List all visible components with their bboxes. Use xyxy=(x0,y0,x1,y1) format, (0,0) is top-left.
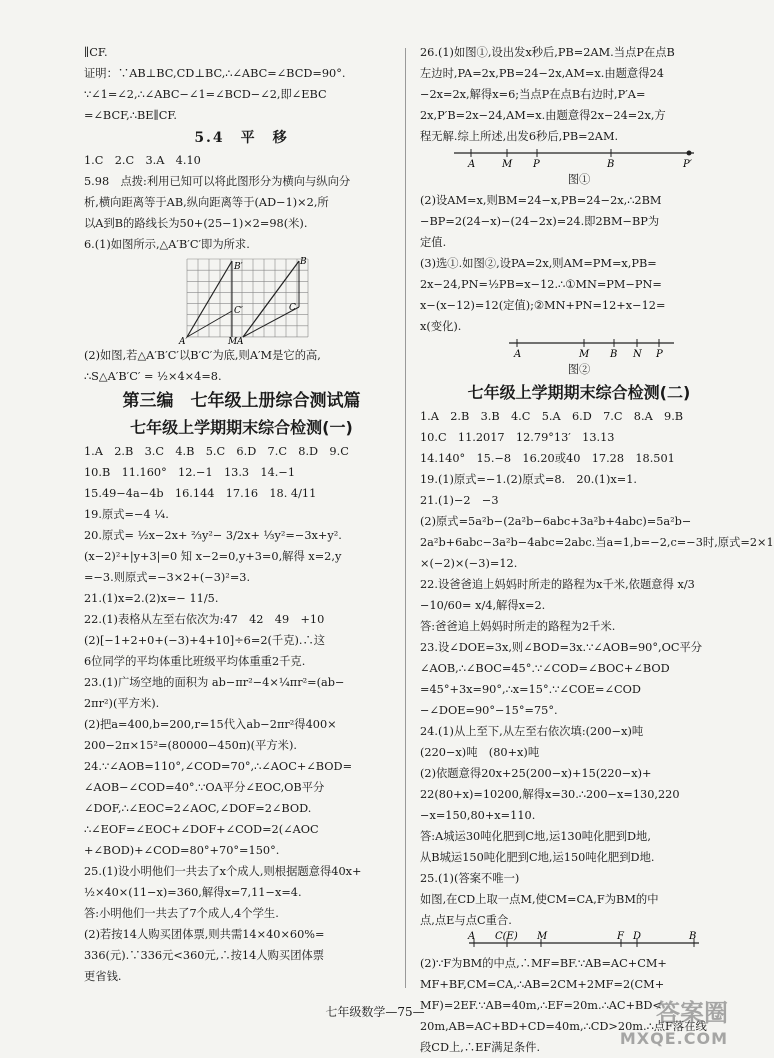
text-line: (2)[−1+2+0+(−3)+4+10]÷6=2(千克).∴这 xyxy=(84,634,326,647)
text-line: −x=150,80+x=110. xyxy=(420,809,536,822)
text-line: 24.∵∠AOB=110°,∠COD=70°,∴∠AOC+∠BOD= xyxy=(84,760,353,773)
number-line-figure-3 xyxy=(449,931,709,953)
line-label: M xyxy=(579,349,590,360)
text-line: 定值. xyxy=(420,236,447,249)
text-line: (3)选①.如图②,设PA=2x,则AM=PM=x,PB= xyxy=(420,257,657,270)
text-line: =∠BCF,∴BE∥CF. xyxy=(84,109,178,122)
watermark-logo: 答案圈 MXQE.COM xyxy=(619,999,728,1048)
text-line: ∴∠EOF=∠EOC+∠DOF+∠COD=2(∠AOC xyxy=(84,823,319,836)
text-line: (2)把a=400,b=200,r=15代入ab−2πr²得400× xyxy=(84,718,337,731)
text-line: (2)如图,若△A′B′C′以B′C′为底,则A′M是它的高, xyxy=(84,349,321,362)
grid-label: A′ xyxy=(178,337,188,347)
text-line: −∠DOE=90°−15°=75°. xyxy=(420,704,558,717)
grid-lines xyxy=(187,259,308,337)
text-line: 26.(1)如图①,设出发x秒后,PB=2AM.当点P在点B xyxy=(420,46,675,59)
text-line: ∵∠1=∠2,∴∠ABC−∠1=∠BCD−∠2,即∠EBC xyxy=(84,88,327,101)
test-title: 七年级上学期期末综合检测(二) xyxy=(467,383,691,402)
text-line: (2)依题意得20x+25(200−x)+15(220−x)+ xyxy=(420,767,652,780)
grid-label: C xyxy=(288,303,296,313)
text-line: =45°+3x=90°,∴x=15°.∵∠COE=∠COD xyxy=(420,683,641,696)
text-line: 23.设∠DOE=3x,则∠BOD=3x.∵∠AOB=90°,OC平分 xyxy=(420,641,703,654)
text-line: 6位同学的平均体重比班级平均体重重2千克. xyxy=(84,655,306,668)
line-label: P xyxy=(656,349,663,360)
number-line-figure-2 xyxy=(459,337,699,359)
text-line: x(变化). xyxy=(420,320,462,333)
text-line: 以A到B的路线长为50+(25−1)×2=98(米). xyxy=(84,217,308,230)
line-label: C(E) xyxy=(495,931,518,942)
text-line: 2x,P′B=2x−24,AM=x.由题意得2x−24=2x,方 xyxy=(420,109,666,122)
text-line: 答:小明他们一共去了7个成人,4个学生. xyxy=(84,907,279,920)
line-label: A xyxy=(468,159,476,170)
text-line: −BP=2(24−x)−(24−2x)=24.即2BM−BP为 xyxy=(420,215,660,228)
text-line: 1.C 2.C 3.A 4.10 xyxy=(84,154,201,167)
test-title: 七年级上学期期末综合检测(一) xyxy=(130,418,353,437)
text-line: (2)原式=5a²b−(2a²b−6abc+3a²b+4abc)=5a²b− xyxy=(420,515,692,528)
text-line: 15.49−4a−4b 16.144 17.16 18. 4/11 xyxy=(84,487,317,500)
text-line: 25.(1)设小明他们一共去了x个成人,则根据题意得40x+ xyxy=(84,865,362,878)
point-p-prime xyxy=(687,151,692,156)
text-line: (2)设AM=x,则BM=24−x,PB=24−2x,∴2BM xyxy=(420,194,662,207)
text-line: 19.原式=−4 ¼. xyxy=(84,508,169,521)
text-line: ∠AOB,∴∠BOC=45°.∵∠COD=∠BOC+∠BOD xyxy=(420,662,670,675)
text-line: 25.(1)(答案不唯一) xyxy=(420,872,520,885)
text-line: (x−2)²+|y+3|=0 知 x−2=0,y+3=0,解得 x=2,y xyxy=(84,550,342,563)
right-column xyxy=(420,42,774,1058)
text-line: MF)=2EF.∵AB=40m,∴EF=20m.∴AC+BD< xyxy=(420,999,662,1012)
text-line: =−3.则原式=−3×2+(−3)²=3. xyxy=(84,571,251,584)
line-label: N xyxy=(633,349,642,360)
page-footer: 七年级数学—75— xyxy=(325,1005,425,1019)
line-label: P′ xyxy=(683,159,692,170)
text-line: 21.(1)x=2.(2)x=− 11/5. xyxy=(84,592,219,605)
text-line: 10.C 11.2017 12.79°13′ 13.13 xyxy=(420,431,615,444)
text-line: ∠AOB−∠COD=40°.∵OA平分∠EOC,OB平分 xyxy=(84,781,325,794)
column-divider xyxy=(405,48,406,988)
part-title: 第三编 七年级上册综合测试篇 xyxy=(122,391,361,411)
line-label: M xyxy=(502,159,513,170)
grid-label: B xyxy=(299,257,307,267)
text-line: 从B城运150吨化肥到C地,运150吨化肥到D地. xyxy=(420,851,655,864)
text-line: MF+BF,CM=CA,∴AB=2CM+2MF=2(CM+ xyxy=(420,978,665,991)
text-line: 2x−24,PN=½PB=x−12.∴①MN=PM−PN= xyxy=(420,278,662,291)
grid-label: C′ xyxy=(233,306,243,316)
text-line: ∠DOF,∴∠EOC=2∠AOC,∠DOF=2∠BOD. xyxy=(84,802,312,815)
text-line: (2)若按14人购买团体票,则共需14×40×60%= xyxy=(84,928,325,941)
text-line: ∥CF. xyxy=(84,46,108,59)
grid-label: B′ xyxy=(233,262,243,272)
text-line: x−(x−12)=12(定值);②MN+PN=12+x−12= xyxy=(420,299,666,312)
text-line: −10/60= x/4,解得x=2. xyxy=(420,599,546,612)
figure-caption: 图① xyxy=(567,173,591,186)
text-line: 1.A 2.B 3.C 4.B 5.C 6.D 7.C 8.D 9.C xyxy=(84,445,349,458)
text-line: 14.140° 15.−8 16.20或40 17.28 18.501 xyxy=(420,452,675,465)
text-line: ½×40×(11−x)=360,解得x=7,11−x=4. xyxy=(84,886,302,899)
text-line: 5.98 点拨:利用已知可以将此图形分为横向与纵向分 xyxy=(84,175,351,188)
text-line: 22(80+x)=10200,解得x=30.∴200−x=130,220 xyxy=(420,788,680,801)
text-line: 程无解.综上所述,出发6秒后,PB=2AM. xyxy=(420,130,619,143)
text-line: 23.(1)广场空地的面积为 ab−πr²−4×¼πr²=(ab− xyxy=(84,676,345,689)
text-line: (2)∵F为BM的中点,∴MF=BF.∵AB=AC+CM+ xyxy=(420,957,667,970)
text-line: 2πr²)(平方米). xyxy=(84,697,160,710)
text-line: 6.(1)如图所示,△A′B′C′即为所求. xyxy=(84,238,250,251)
text-line: 答:爸爸追上妈妈时所走的路程为2千米. xyxy=(420,620,616,633)
figure-caption: 图② xyxy=(567,363,591,376)
text-line: 2a²b+6abc−3a²b−4abc=2abc.当a=1,b=−2,c=−3时,原式=2×1 xyxy=(420,536,774,549)
text-line: 更省钱. xyxy=(84,970,122,983)
line-label: F xyxy=(617,931,624,942)
text-line: 22.设爸爸追上妈妈时所走的路程为x千米,依题意得 x/3 xyxy=(420,578,695,591)
text-line: 析,横向距离等于AB,纵向距离等于(AD−1)×2,所 xyxy=(84,196,329,209)
text-line: 22.(1)表格从左至右依次为:47 42 49 +10 xyxy=(84,613,325,626)
text-line: 1.A 2.B 3.B 4.C 5.A 6.D 7.C 8.A 9.B xyxy=(420,410,684,423)
text-line: 如图,在CD上取一点M,使CM=CA,F为BM的中 xyxy=(420,893,659,906)
text-line: 点,点E与点C重合. xyxy=(420,914,512,927)
text-line: 20.原式= ½x−2x+ ⅔y²− 3/2x+ ⅓y²=−3x+y². xyxy=(84,529,342,542)
line-label: B xyxy=(607,159,615,170)
line-label: B xyxy=(610,349,618,360)
line-label: B xyxy=(689,931,697,942)
number-line-figure-1 xyxy=(449,147,709,169)
line-label: A xyxy=(514,349,522,360)
translation-grid-figure xyxy=(177,255,307,345)
text-line: ∴S△A′B′C′ = ½×4×4=8. xyxy=(84,370,222,383)
line-label: P xyxy=(533,159,540,170)
section-title: 5.4 平 移 xyxy=(194,130,289,146)
text-line: +∠BOD)+∠COD=80°+70°=150°. xyxy=(84,844,280,857)
text-line: 20m,AB=AC+BD+CD=40m,∴CD>20m.∴点F落在线 xyxy=(420,1020,707,1033)
text-line: (220−x)吨 (80+x)吨 xyxy=(420,746,540,759)
text-line: 左边时,PA=2x,PB=24−2x,AM=x.由题意得24 xyxy=(420,67,664,80)
line-label: A xyxy=(468,931,476,942)
grid-label: A xyxy=(236,337,243,347)
text-line: 10.B 11.160° 12.−1 13.3 14.−1 xyxy=(84,466,296,479)
text-line: 21.(1)−2 −3 xyxy=(420,494,499,507)
text-line: 答:A城运30吨化肥到C地,运130吨化肥到D地, xyxy=(420,830,651,843)
text-line: 证明：∵AB⊥BC,CD⊥BC,∴∠ABC=∠BCD=90°. xyxy=(84,67,346,80)
text-line: ×(−2)×(−3)=12. xyxy=(420,557,518,570)
line-label: M xyxy=(537,931,548,942)
left-column xyxy=(84,42,399,987)
text-line: 200−2π×15²=(80000−450π)(平方米). xyxy=(84,739,297,752)
text-line: −2x=2x,解得x=6;当点P在点B右边时,P′A= xyxy=(420,88,646,101)
text-line: 19.(1)原式=−1.(2)原式=8. 20.(1)x=1. xyxy=(420,473,637,486)
text-line: 24.(1)从上至下,从左至右依次填:(200−x)吨 xyxy=(420,725,644,738)
line-label: D xyxy=(633,931,642,942)
text-line: 336(元).∵336元<360元,∴按14人购买团体票 xyxy=(84,949,325,962)
text-line: 段CD上,∴EF满足条件. xyxy=(420,1041,541,1054)
grid-label: M xyxy=(227,337,237,347)
